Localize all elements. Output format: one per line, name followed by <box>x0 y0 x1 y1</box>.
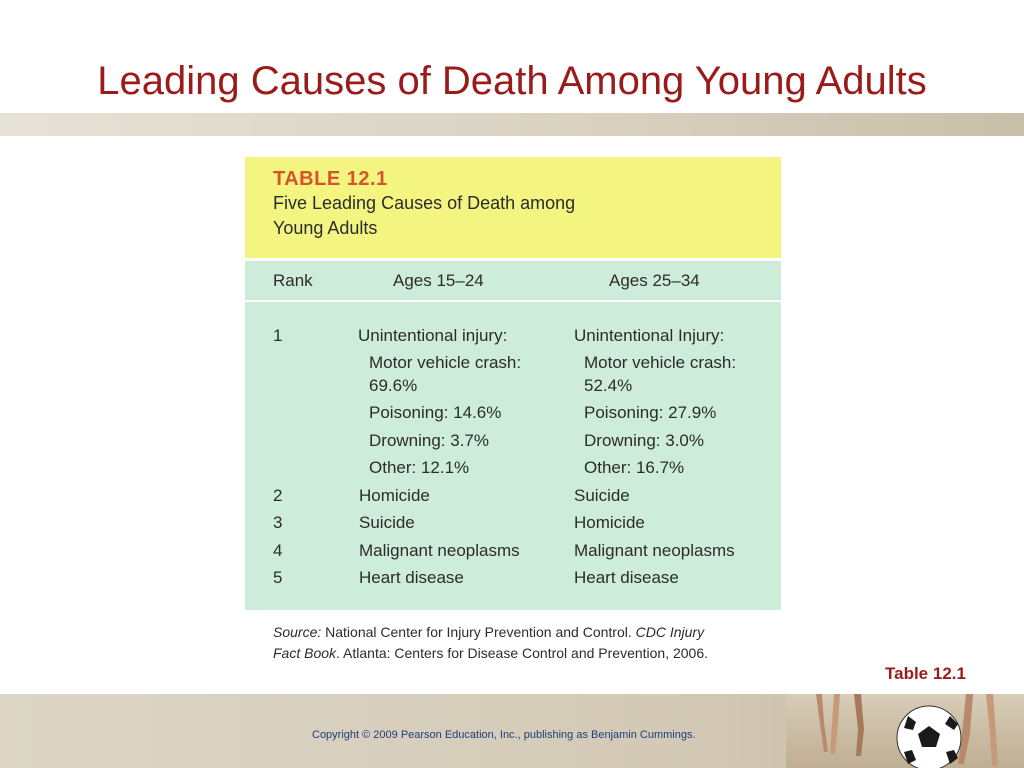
footer-band <box>0 694 1024 768</box>
col-header-rank: Rank <box>273 271 313 290</box>
source-book-title: CDC Injury Fact Book <box>273 624 705 661</box>
cause-cell: Heart disease <box>574 568 679 587</box>
soccer-ball-icon <box>897 706 961 768</box>
sub-cause-cell: Drowning: 3.0% <box>584 431 705 450</box>
sub-cause-cell: 69.6% <box>369 376 418 395</box>
cause-cell: Malignant neoplasms <box>359 541 520 560</box>
col-header-ages-25-34: Ages 25–34 <box>609 271 700 290</box>
source-label: Source: <box>273 624 322 640</box>
sub-cause-cell: Poisoning: 27.9% <box>584 403 717 422</box>
table-number: TABLE 12.1 <box>273 168 388 190</box>
sub-cause-cell: Drowning: 3.7% <box>369 431 490 450</box>
rank-cell: 5 <box>273 568 283 587</box>
source-text: . Atlanta: Centers for Disease Control and Prevention, 2006. <box>336 645 709 661</box>
caption-line: Five Leading Causes of Death among <box>273 193 576 213</box>
sub-cause-cell: Motor vehicle crash: <box>369 353 522 372</box>
title-underline-band <box>0 113 1024 136</box>
source-text: National Center for Injury Prevention and Control. <box>321 624 636 640</box>
cause-cell: Suicide <box>359 513 415 532</box>
cause-cell: Malignant neoplasms <box>574 541 735 560</box>
sub-cause-cell: Motor vehicle crash: <box>584 353 737 372</box>
cause-cell: Homicide <box>574 513 645 532</box>
beach-soccer-photo <box>786 694 1024 768</box>
rank-cell: 3 <box>273 513 283 532</box>
cause-cell: Unintentional injury: <box>358 326 508 345</box>
table-caption <box>273 191 653 241</box>
slide-title: Leading Causes of Death Among Young Adults <box>97 59 927 103</box>
column-header-row <box>245 261 781 300</box>
table-body <box>245 302 781 610</box>
cause-cell: Heart disease <box>359 568 464 587</box>
col-header-ages-15-24: Ages 15–24 <box>393 271 484 290</box>
rank-cell: 4 <box>273 541 283 560</box>
sub-cause-cell: Other: 16.7% <box>584 458 685 477</box>
cause-cell: Suicide <box>574 486 630 505</box>
cause-cell: Unintentional Injury: <box>574 326 725 345</box>
rank-cell: 1 <box>273 326 283 345</box>
copyright-text: Copyright © 2009 Pearson Education, Inc., publishing as Benjamin Cummings. <box>312 729 696 741</box>
table-source-note <box>273 622 733 664</box>
data-table <box>245 157 781 610</box>
table-header <box>245 157 781 258</box>
cause-cell: Homicide <box>359 486 430 505</box>
sub-cause-cell: Other: 12.1% <box>369 458 470 477</box>
caption-line: Young Adults <box>273 218 378 238</box>
sub-cause-cell: 52.4% <box>584 376 633 395</box>
table-reference-label: Table 12.1 <box>885 664 966 683</box>
sub-cause-cell: Poisoning: 14.6% <box>369 403 502 422</box>
rank-cell: 2 <box>273 486 283 505</box>
